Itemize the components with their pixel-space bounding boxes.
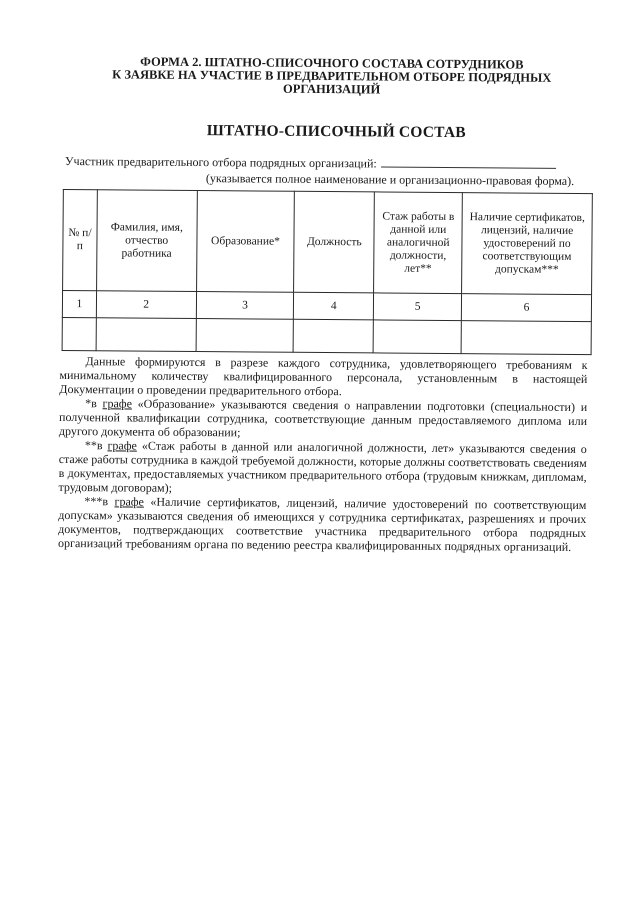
column-number-cell: 5 (374, 293, 462, 321)
notes-paragraph-intro: Данные формируются в разрезе каждого сотрудника, удовлетворяющего требованиям к минимальному количеству квалифицированного персонала, установленным в настоящей Документации о проведении предварительного отбора. (59, 354, 588, 399)
participant-blank-line (381, 156, 556, 168)
participant-hint: (указывается полное наименование и организационно-правовая форма). (205, 171, 575, 188)
footnote-mark: *в (85, 396, 103, 411)
empty-cell (461, 321, 591, 355)
table-row (62, 290, 591, 321)
form-heading-line-1: ФОРМА 2. ШТАТНО-СПИСОЧНОГО СОСТАВА СОТРУДНИКОВ (140, 54, 524, 72)
table-header-row (63, 189, 593, 294)
notes-paragraph-education (59, 396, 587, 442)
column-reference: графе (102, 396, 133, 411)
table-row (62, 317, 591, 354)
header-experience: Стаж работы в данной или аналогичной должности, лет** (374, 192, 463, 294)
empty-cell (96, 318, 196, 352)
empty-cell (196, 319, 294, 353)
empty-cell (62, 317, 96, 350)
footnote-mark: **в (84, 438, 108, 453)
empty-cell (294, 319, 374, 353)
header-full-name: Фамилия, имя, отчество работника (96, 190, 196, 292)
form-heading-line-3: ОРГАНИЗАЦИЙ (282, 81, 381, 97)
footnote-text: «Наличие сертификатов, лицензий, наличие удостоверений по соответствующим допускам» указываются сведения об имеющихся у сотрудника сертификатах, разрешениях и прочих документов, подтверждающих соответствие участника предварительного отбора подрядных организаций требованиям органа по ведению реестра квалифицированных подрядных организаций. (58, 494, 587, 554)
participant-label: Участник предварительного отбора подрядных организаций: (65, 153, 377, 171)
column-number-cell: 2 (96, 291, 196, 319)
notes-paragraph-experience (58, 438, 586, 498)
header-number: № п/п (63, 189, 98, 290)
header-position: Должность (294, 191, 375, 293)
notes-paragraph-certificates (58, 494, 586, 554)
column-reference: графе (114, 494, 144, 509)
form-heading-line-2: К ЗАЯВКЕ НА УЧАСТИЕ В ПРЕДВАРИТЕЛЬНОМ ОТБОРЕ ПОДРЯДНЫХ (112, 67, 552, 85)
header-education: Образование* (196, 191, 295, 293)
participant-line (65, 154, 556, 173)
document-title: ШТАТНО-СПИСОЧНЫЙ СОСТАВ (206, 122, 466, 142)
footnote-mark: ***в (84, 494, 115, 509)
footnote-text: «Стаж работы в данной или аналогичной должности, лет» указываются сведения о стаже работы сотрудника в каждой требуемой должности, которые должны соответствовать сведениям в документах, предоставляемых участником предварительного отбора (трудовым книжкам, дипломам, трудовым договорам); (58, 438, 587, 495)
header-certificates: Наличие сертификатов, лицензий, наличие удостоверений по соответствующим допускам*** (462, 193, 593, 295)
column-number-cell: 1 (62, 290, 96, 317)
footnote-text: «Образование» указываются сведения о направлении подготовки (специальности) и полученной квалификации сотрудника, соответствующие данным предоставляемого диплома или другого документа об образовании; (58, 396, 588, 440)
notes-section (58, 354, 588, 554)
column-number-cell: 3 (196, 292, 294, 320)
column-number-cell: 6 (462, 294, 592, 322)
form-heading (97, 55, 567, 98)
column-number-cell: 4 (294, 292, 374, 320)
staff-table (62, 189, 593, 355)
column-reference: графе (107, 438, 137, 453)
empty-cell (373, 320, 461, 354)
